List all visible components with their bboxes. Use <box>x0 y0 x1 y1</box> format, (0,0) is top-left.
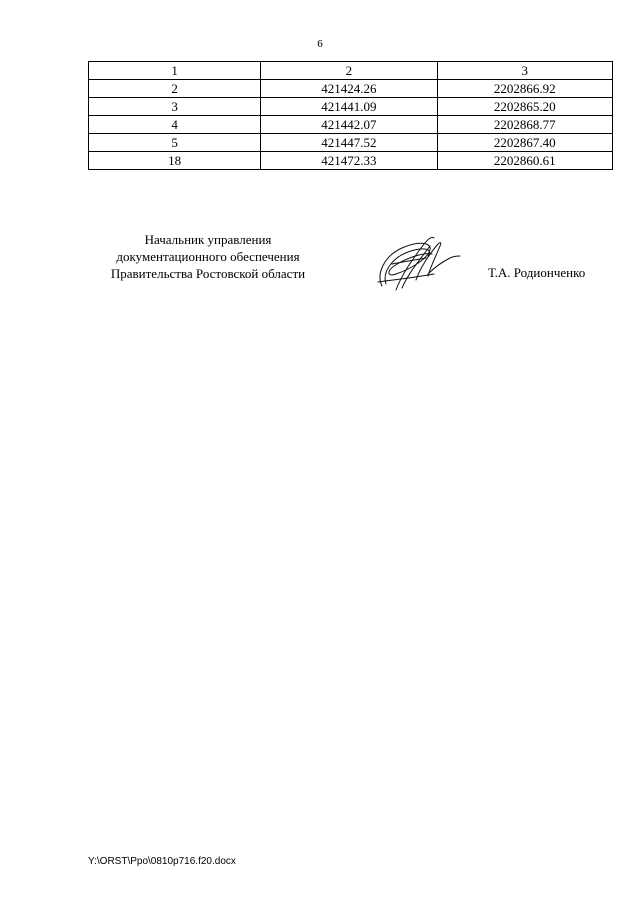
table-row <box>89 116 613 134</box>
table-cell: 3 <box>89 98 261 116</box>
signer-position-line: Начальник управления <box>144 232 272 247</box>
table-cell: 2202867.40 <box>437 134 612 152</box>
header-cell: 1 <box>89 62 261 80</box>
header-cell: 2 <box>261 62 437 80</box>
signer-position <box>88 231 328 282</box>
table-cell: 2202866.92 <box>437 80 612 98</box>
table-cell: 2202865.20 <box>437 98 612 116</box>
handwritten-signature <box>372 234 462 292</box>
page-number: 6 <box>317 38 323 50</box>
table-cell: 2 <box>89 80 261 98</box>
coordinates-table <box>88 61 613 170</box>
signer-name: Т.А. Родионченко <box>488 265 586 280</box>
table-cell: 2202868.77 <box>437 116 612 134</box>
table-row <box>89 134 613 152</box>
header-cell: 3 <box>437 62 612 80</box>
table-cell: 2202860.61 <box>437 152 612 170</box>
file-path: Y:\ORST\Ppo\0810p716.f20.docx <box>88 856 236 867</box>
table-cell: 4 <box>89 116 261 134</box>
table-cell: 421442.07 <box>261 116 437 134</box>
table-cell: 18 <box>89 152 261 170</box>
table-row <box>89 80 613 98</box>
table-row <box>89 152 613 170</box>
signer-position-line: Правительства Ростовской области <box>110 266 306 281</box>
table-header-row <box>89 62 613 80</box>
table-cell: 421424.26 <box>261 80 437 98</box>
table-cell: 5 <box>89 134 261 152</box>
table-cell: 421472.33 <box>261 152 437 170</box>
signer-position-line: документационного обеспечения <box>116 249 300 264</box>
table-cell: 421441.09 <box>261 98 437 116</box>
table-row <box>89 98 613 116</box>
table-cell: 421447.52 <box>261 134 437 152</box>
